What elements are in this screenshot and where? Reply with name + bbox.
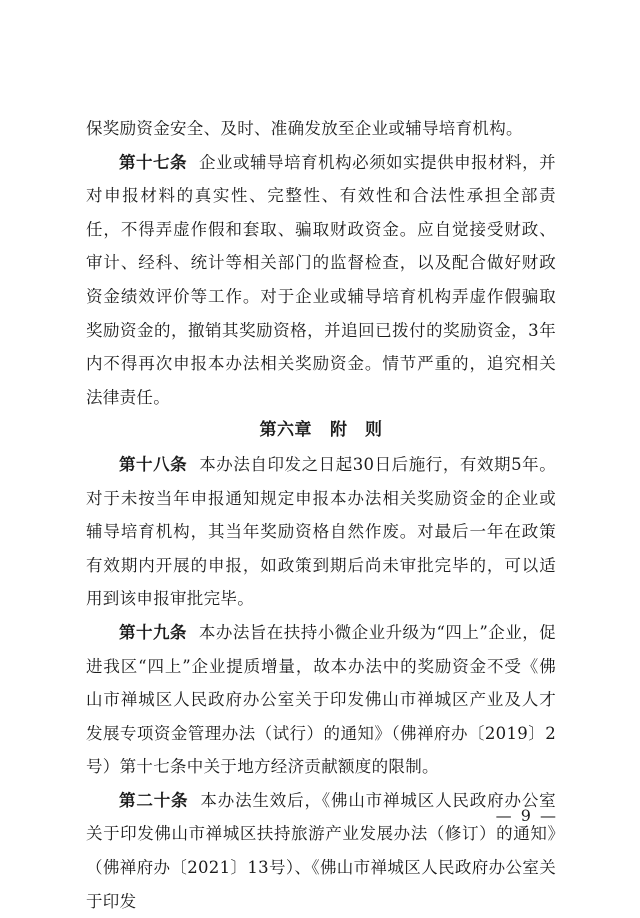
article-number: 第十七条 [119, 152, 188, 172]
article-18 [86, 448, 556, 616]
article-text: 本办法自印发之日起30日后施行，有效期5年。对于未按当年申报通知规定申报本办法相关奖励资金的企业或辅导培育机构，其当年奖励资格自然作废。对最后一年在政策有效期内开展的申报，如政策到期后尚未审批完毕的，可以适用到该申报审批完毕。 [86, 454, 556, 609]
paragraph-text: 保奖励资金安全、及时、准确发放至企业或辅导培育机构。 [86, 119, 523, 138]
article-text: 企业或辅导培育机构必须如实提供申报材料，并对申报材料的真实性、完整性、有效性和合法性承担全部责任，不得弄虚作假和套取、骗取财政资金。应自觉接受财政、审计、经科、统计等相关部门的监督检查，以及配合做好财政资金绩效评价等工作。对于企业或辅导培育机构弄虚作假骗取奖励资金的，撤销其奖励资格，并追回已拨付的奖励资金，3年内不得再次申报本办法相关奖励资金。情节严重的，追究相关法律责任。 [86, 152, 556, 407]
article-number: 第十九条 [119, 622, 187, 642]
article-text: 本办法旨在扶持小微企业升级为“四上”企业，促进我区“四上”企业提质增量，故本办法中的奖励资金不受《佛山市禅城区人民政府办公室关于印发佛山市禅城区产业及人才发展专项资金管理办法（试行）的通知》（佛禅府办〔2019〕2号）第十七条中关于地方经济贡献额度的限制。 [86, 622, 556, 777]
page-number: — 9 — [495, 806, 558, 825]
article-number: 第十八条 [119, 454, 188, 474]
article-text: 本办法生效后，《佛山市禅城区人民政府办公室关于印发佛山市禅城区扶持旅游产业发展办法（修订）的通知》（佛禅府办〔2021〕13号）、《佛山市禅城区人民政府办公室关于印发 [86, 790, 556, 911]
article-17 [86, 146, 556, 415]
chapter-heading [86, 414, 556, 448]
chapter-title: 附 则 [330, 420, 383, 441]
document-body [86, 112, 556, 918]
article-number: 第二十条 [119, 790, 189, 810]
chapter-number: 第六章 [259, 420, 312, 441]
article-19 [86, 616, 556, 784]
paragraph-continuation [86, 112, 556, 146]
article-20 [86, 784, 556, 918]
